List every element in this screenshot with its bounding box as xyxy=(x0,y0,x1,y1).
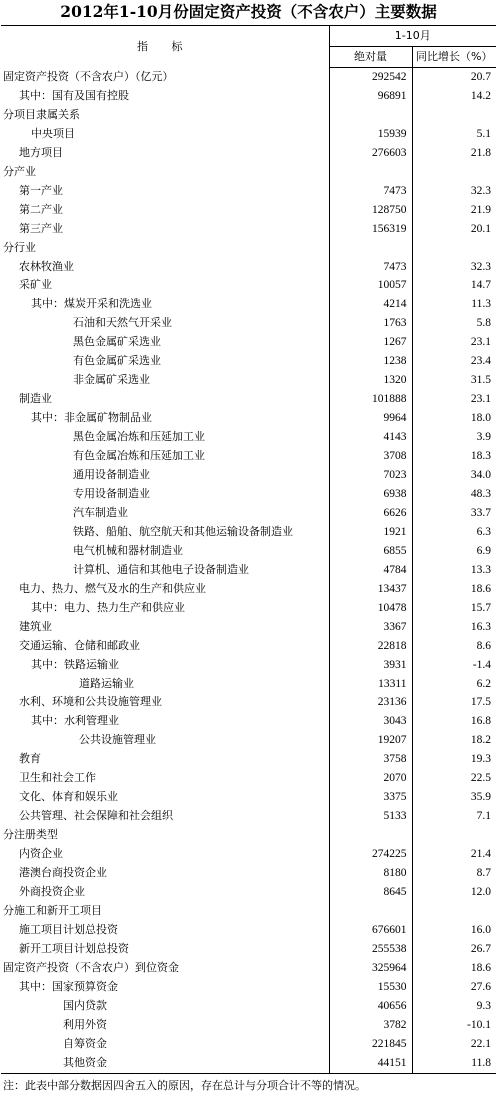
row-absolute-value: 255538 xyxy=(329,940,412,959)
row-label: 农林牧渔业 xyxy=(19,259,74,273)
row-growth-value: 18.6 xyxy=(412,580,496,599)
table-row xyxy=(1,580,496,599)
table-body xyxy=(1,68,496,1074)
row-absolute-value: 3375 xyxy=(329,788,412,807)
table-row xyxy=(1,485,496,504)
row-growth-value: 18.3 xyxy=(412,447,496,466)
row-absolute-value: 15530 xyxy=(329,978,412,997)
row-label: 道路运输业 xyxy=(79,676,134,690)
table-row xyxy=(1,447,496,466)
table-row xyxy=(1,1054,496,1073)
row-absolute-value: 676601 xyxy=(329,921,412,940)
row-absolute-value: 3708 xyxy=(329,447,412,466)
row-absolute-value: 1267 xyxy=(329,333,412,352)
absolute-column-header: 绝对量 xyxy=(329,47,412,68)
row-growth-value: 22.5 xyxy=(412,769,496,788)
row-absolute-value: 3758 xyxy=(329,750,412,769)
row-label: 卫生和社会工作 xyxy=(19,771,96,785)
index-header: 指 标 xyxy=(1,26,329,68)
row-absolute-value: 13437 xyxy=(329,580,412,599)
row-absolute-value: 15939 xyxy=(329,125,412,144)
row-label: 教育 xyxy=(19,752,41,766)
row-absolute-value: 4143 xyxy=(329,428,412,447)
row-growth-value: 5.1 xyxy=(412,125,496,144)
row-absolute-value: 4784 xyxy=(329,561,412,580)
row-absolute-value: 3043 xyxy=(329,712,412,731)
table-row xyxy=(1,466,496,485)
row-label: 外商投资企业 xyxy=(19,884,85,898)
row-absolute-value: 10057 xyxy=(329,276,412,295)
row-label: 中央项目 xyxy=(31,126,75,140)
row-label: 港澳台商投资企业 xyxy=(19,866,107,880)
row-absolute-value: 6938 xyxy=(329,485,412,504)
row-absolute-value: 10478 xyxy=(329,599,412,618)
row-absolute-value: 128750 xyxy=(329,201,412,220)
row-label: 第二产业 xyxy=(19,202,63,216)
row-absolute-value: 8180 xyxy=(329,864,412,883)
row-growth-value xyxy=(412,826,496,845)
row-absolute-value: 325964 xyxy=(329,959,412,978)
row-label: 内资企业 xyxy=(19,847,63,861)
row-absolute-value: 2070 xyxy=(329,769,412,788)
row-label: 文化、体育和娱乐业 xyxy=(19,790,118,804)
row-label: 其中：非金属矿物制品业 xyxy=(31,411,152,425)
row-label: 第三产业 xyxy=(19,221,63,235)
row-growth-value: 19.3 xyxy=(412,750,496,769)
table-row xyxy=(1,390,496,409)
table-row xyxy=(1,599,496,618)
table-row xyxy=(1,144,496,163)
row-label: 黑色金属矿采选业 xyxy=(73,335,161,349)
row-absolute-value xyxy=(329,826,412,845)
row-growth-value: 20.1 xyxy=(412,220,496,239)
row-label: 其中：煤炭开采和洗选业 xyxy=(31,297,152,311)
row-growth-value: 14.7 xyxy=(412,276,496,295)
row-growth-value: 31.5 xyxy=(412,371,496,390)
row-label: 交通运输、仓储和邮政业 xyxy=(19,638,140,652)
table-row xyxy=(1,276,496,295)
row-absolute-value: 274225 xyxy=(329,845,412,864)
row-label: 国内贷款 xyxy=(63,998,107,1012)
row-growth-value xyxy=(412,106,496,125)
row-growth-value: 32.3 xyxy=(412,182,496,201)
row-growth-value: 18.0 xyxy=(412,409,496,428)
data-table xyxy=(1,25,496,1074)
row-label: 固定资产投资（不含农户）（亿元） xyxy=(3,69,174,83)
table-row xyxy=(1,542,496,561)
row-label: 公共管理、社会保障和社会组织 xyxy=(19,809,173,823)
row-absolute-value: 22818 xyxy=(329,637,412,656)
row-growth-value: 35.9 xyxy=(412,788,496,807)
table-row xyxy=(1,333,496,352)
row-label: 专用设备制造业 xyxy=(73,486,150,500)
row-absolute-value: 221845 xyxy=(329,1035,412,1054)
row-growth-value: 5.8 xyxy=(412,314,496,333)
table-row xyxy=(1,87,496,106)
table-row xyxy=(1,618,496,637)
table-row xyxy=(1,504,496,523)
row-absolute-value: 1763 xyxy=(329,314,412,333)
row-growth-value: 18.2 xyxy=(412,731,496,750)
row-absolute-value: 3931 xyxy=(329,656,412,675)
table-row xyxy=(1,978,496,997)
table-row xyxy=(1,371,496,390)
row-growth-value: 34.0 xyxy=(412,466,496,485)
row-absolute-value: 8645 xyxy=(329,883,412,902)
table-row xyxy=(1,125,496,144)
row-absolute-value: 23136 xyxy=(329,693,412,712)
row-absolute-value: 292542 xyxy=(329,68,412,87)
row-absolute-value xyxy=(329,163,412,182)
row-growth-value: 21.9 xyxy=(412,201,496,220)
row-growth-value: 9.3 xyxy=(412,997,496,1016)
row-absolute-value: 4214 xyxy=(329,295,412,314)
row-growth-value: 8.6 xyxy=(412,637,496,656)
table-row xyxy=(1,656,496,675)
row-growth-value: 22.1 xyxy=(412,1035,496,1054)
row-growth-value: 13.3 xyxy=(412,561,496,580)
row-label: 施工项目计划总投资 xyxy=(19,922,118,936)
table-row xyxy=(1,523,496,542)
table-row xyxy=(1,712,496,731)
row-growth-value: 23.4 xyxy=(412,352,496,371)
row-label: 第一产业 xyxy=(19,183,63,197)
row-absolute-value: 1320 xyxy=(329,371,412,390)
row-growth-value: 6.3 xyxy=(412,523,496,542)
row-label: 分产业 xyxy=(3,164,36,178)
row-absolute-value: 101888 xyxy=(329,390,412,409)
table-row xyxy=(1,352,496,371)
table-row xyxy=(1,220,496,239)
row-label: 自筹资金 xyxy=(63,1036,107,1050)
table-row xyxy=(1,997,496,1016)
row-growth-value: 15.7 xyxy=(412,599,496,618)
row-label: 有色金属冶炼和压延加工业 xyxy=(73,449,205,463)
table-row xyxy=(1,163,496,182)
row-absolute-value xyxy=(329,239,412,258)
row-label: 公共设施管理业 xyxy=(79,733,156,747)
row-absolute-value: 276603 xyxy=(329,144,412,163)
row-label: 通用设备制造业 xyxy=(73,468,150,482)
row-label: 采矿业 xyxy=(19,278,52,292)
table-row xyxy=(1,1035,496,1054)
table-row xyxy=(1,731,496,750)
row-absolute-value: 3367 xyxy=(329,618,412,637)
header-row-period xyxy=(1,26,496,47)
row-growth-value xyxy=(412,239,496,258)
row-label: 其中：国有及国有控股 xyxy=(19,88,129,102)
row-growth-value: 16.8 xyxy=(412,712,496,731)
table-row xyxy=(1,959,496,978)
table-row xyxy=(1,750,496,769)
row-label: 计算机、通信和其他电子设备制造业 xyxy=(73,562,249,576)
row-label: 电力、热力、燃气及水的生产和供应业 xyxy=(19,581,206,595)
table-row xyxy=(1,769,496,788)
row-absolute-value: 1921 xyxy=(329,523,412,542)
row-absolute-value: 40656 xyxy=(329,997,412,1016)
table-row xyxy=(1,637,496,656)
row-growth-value: 6.2 xyxy=(412,675,496,694)
row-growth-value: 21.4 xyxy=(412,845,496,864)
row-absolute-value: 13311 xyxy=(329,675,412,694)
row-growth-value: 20.7 xyxy=(412,68,496,87)
table-row xyxy=(1,201,496,220)
row-growth-value xyxy=(412,163,496,182)
row-label: 其中：水利管理业 xyxy=(31,714,119,728)
table-row xyxy=(1,902,496,921)
row-label: 新开工项目计划总投资 xyxy=(19,941,129,955)
row-label: 其他资金 xyxy=(1,1054,329,1073)
row-growth-value: 32.3 xyxy=(412,258,496,277)
table-row xyxy=(1,675,496,694)
row-absolute-value: 44151 xyxy=(329,1054,412,1073)
row-label: 分行业 xyxy=(3,240,36,254)
row-label: 电气机械和器材制造业 xyxy=(73,543,183,557)
table-row xyxy=(1,826,496,845)
row-absolute-value: 6855 xyxy=(329,542,412,561)
row-growth-value: 11.3 xyxy=(412,295,496,314)
row-label: 铁路、船舶、航空航天和其他运输设备制造业 xyxy=(73,524,293,538)
row-label: 分注册类型 xyxy=(3,828,58,842)
row-absolute-value: 1238 xyxy=(329,352,412,371)
row-absolute-value: 19207 xyxy=(329,731,412,750)
row-growth-value: 16.3 xyxy=(412,618,496,637)
row-absolute-value: 7473 xyxy=(329,182,412,201)
row-growth-value: 21.8 xyxy=(412,144,496,163)
row-growth-value: 23.1 xyxy=(412,390,496,409)
row-absolute-value: 6626 xyxy=(329,504,412,523)
row-growth-value: 6.9 xyxy=(412,542,496,561)
table-row xyxy=(1,295,496,314)
row-label: 非金属矿采选业 xyxy=(73,373,150,387)
footnote: 注：此表中部分数据因四舍五入的原因，存在总计与分项合计不等的情况。 xyxy=(3,1079,366,1092)
table-row xyxy=(1,1016,496,1035)
table-title: 2012年1-10月份固定资产投资（不含农户）主要数据 xyxy=(60,2,437,21)
row-label: 制造业 xyxy=(19,392,52,406)
growth-column-header: 同比增长（%） xyxy=(412,47,496,68)
row-label: 石油和天然气开采业 xyxy=(73,316,172,330)
row-growth-value: 18.6 xyxy=(412,959,496,978)
table-row xyxy=(1,788,496,807)
row-absolute-value: 5133 xyxy=(329,807,412,826)
table-row xyxy=(1,561,496,580)
row-growth-value: 11.8 xyxy=(412,1054,496,1073)
row-label: 其中：国家预算资金 xyxy=(19,979,118,993)
row-label: 固定资产投资（不含农户）到位资金 xyxy=(3,960,179,974)
row-growth-value: 12.0 xyxy=(412,883,496,902)
table-row xyxy=(1,845,496,864)
row-label: 分项目隶属关系 xyxy=(3,107,80,121)
row-growth-value: -1.4 xyxy=(412,656,496,675)
row-absolute-value: 9964 xyxy=(329,409,412,428)
table-row xyxy=(1,428,496,447)
row-growth-value: 3.9 xyxy=(412,428,496,447)
table-row xyxy=(1,940,496,959)
row-growth-value: 14.2 xyxy=(412,87,496,106)
row-growth-value: 27.6 xyxy=(412,978,496,997)
row-growth-value: 16.0 xyxy=(412,921,496,940)
row-growth-value: 7.1 xyxy=(412,807,496,826)
row-growth-value: 33.7 xyxy=(412,504,496,523)
row-absolute-value: 7473 xyxy=(329,258,412,277)
table-row xyxy=(1,807,496,826)
table-row xyxy=(1,182,496,201)
table-row xyxy=(1,409,496,428)
row-growth-value: 17.5 xyxy=(412,693,496,712)
table-row xyxy=(1,258,496,277)
row-absolute-value xyxy=(329,902,412,921)
row-absolute-value: 96891 xyxy=(329,87,412,106)
row-label: 分施工和新开工项目 xyxy=(3,903,102,917)
row-label: 地方项目 xyxy=(19,145,63,159)
row-growth-value: -10.1 xyxy=(412,1016,496,1035)
row-growth-value: 23.1 xyxy=(412,333,496,352)
row-label: 利用外资 xyxy=(63,1017,107,1031)
table-row xyxy=(1,864,496,883)
row-growth-value: 8.7 xyxy=(412,864,496,883)
row-growth-value: 48.3 xyxy=(412,485,496,504)
row-growth-value xyxy=(412,902,496,921)
row-growth-value: 26.7 xyxy=(412,940,496,959)
table-row xyxy=(1,693,496,712)
row-absolute-value xyxy=(329,106,412,125)
row-label: 其中：电力、热力生产和供应业 xyxy=(31,600,185,614)
table-row xyxy=(1,921,496,940)
row-label: 其中：铁路运输业 xyxy=(31,657,119,671)
row-label: 建筑业 xyxy=(19,619,52,633)
row-label: 水利、环境和公共设施管理业 xyxy=(19,695,162,709)
row-label: 汽车制造业 xyxy=(73,505,128,519)
row-label: 有色金属矿采选业 xyxy=(73,354,161,368)
table-row xyxy=(1,106,496,125)
period-header: 1-10月 xyxy=(329,26,496,47)
row-absolute-value: 3782 xyxy=(329,1016,412,1035)
table-row xyxy=(1,883,496,902)
row-absolute-value: 156319 xyxy=(329,220,412,239)
row-absolute-value: 7023 xyxy=(329,466,412,485)
table-row xyxy=(1,239,496,258)
table-row xyxy=(1,68,496,87)
row-label: 黑色金属冶炼和压延加工业 xyxy=(73,430,205,444)
table-row xyxy=(1,314,496,333)
